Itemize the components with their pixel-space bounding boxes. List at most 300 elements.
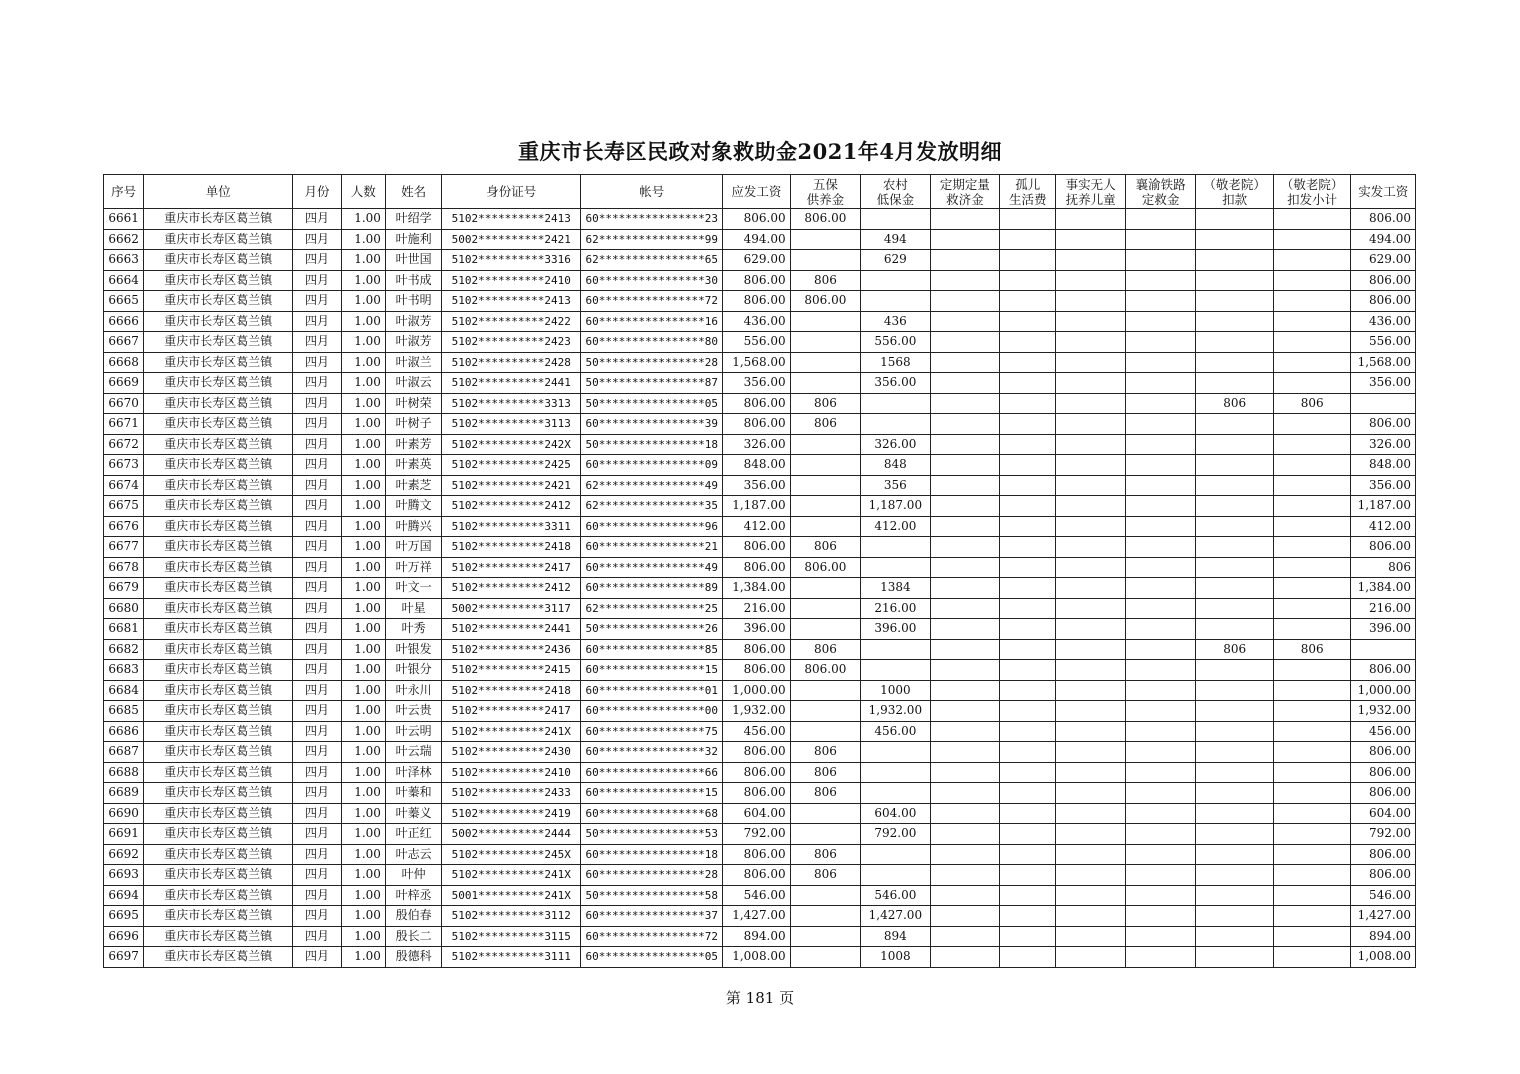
col-wubao-cell: 806: [790, 639, 860, 660]
col-actual-pay-cell: 1,000.00: [1351, 680, 1416, 701]
col-orphan-header: 孤儿 生活费: [1000, 175, 1056, 209]
col-name-cell: 叶星: [385, 598, 441, 619]
col-wubao-cell: [790, 885, 860, 906]
table-row: [104, 947, 1416, 968]
col-uncared-child-cell: [1056, 270, 1125, 291]
col-month-cell: 四月: [293, 639, 341, 660]
col-nursing-deduction-cell: [1196, 783, 1274, 804]
col-account-cell: 60****************23: [581, 209, 723, 230]
col-uncared-child-cell: [1056, 557, 1125, 578]
table-row: [104, 393, 1416, 414]
col-unit-cell: 重庆市长寿区葛兰镇: [144, 762, 293, 783]
col-account-cell: 50****************58: [581, 885, 723, 906]
col-account-cell: 60****************39: [581, 414, 723, 435]
col-actual-pay-cell: 1,008.00: [1351, 947, 1416, 968]
table-header-row: [104, 175, 1416, 209]
col-nursing-deduction-cell: [1196, 352, 1274, 373]
col-account-cell: 60****************66: [581, 762, 723, 783]
col-nursing-subtotal-cell: [1273, 229, 1351, 250]
col-account-cell: 60****************37: [581, 906, 723, 927]
col-orphan-cell: [1000, 947, 1056, 968]
col-name-cell: 叶志云: [385, 844, 441, 865]
col-month-cell: 四月: [293, 926, 341, 947]
col-count-cell: 1.00: [341, 926, 385, 947]
col-id-number-cell: 5102**********2425: [442, 455, 581, 476]
col-name-cell: 叶书成: [385, 270, 441, 291]
col-payable-cell: 806.00: [723, 557, 790, 578]
col-wubao-cell: [790, 516, 860, 537]
col-account-cell: 60****************16: [581, 311, 723, 332]
col-name-cell: 叶施利: [385, 229, 441, 250]
col-index-cell: 6666: [104, 311, 144, 332]
col-railway-cell: [1125, 783, 1195, 804]
col-nursing-deduction-cell: [1196, 598, 1274, 619]
col-actual-pay-cell: 456.00: [1351, 721, 1416, 742]
col-actual-pay-cell: 806: [1351, 557, 1416, 578]
col-dibao-cell: 436: [861, 311, 930, 332]
col-index-cell: 6679: [104, 578, 144, 599]
col-relief-cell: [930, 496, 999, 517]
table-row: [104, 332, 1416, 353]
col-month-cell: 四月: [293, 373, 341, 394]
col-id-number-cell: 5102**********245X: [442, 844, 581, 865]
payment-table: [103, 174, 1416, 968]
col-actual-pay-cell: 356.00: [1351, 475, 1416, 496]
col-unit-cell: 重庆市长寿区葛兰镇: [144, 557, 293, 578]
col-month-cell: 四月: [293, 414, 341, 435]
col-unit-cell: 重庆市长寿区葛兰镇: [144, 803, 293, 824]
col-unit-cell: 重庆市长寿区葛兰镇: [144, 947, 293, 968]
col-name-cell: 叶万祥: [385, 557, 441, 578]
page-number: 第 181 页: [725, 989, 795, 1007]
col-uncared-child-cell: [1056, 516, 1125, 537]
col-name-cell: 叶书明: [385, 291, 441, 312]
col-nursing-deduction-cell: [1196, 291, 1274, 312]
col-nursing-deduction-cell: [1196, 434, 1274, 455]
col-nursing-subtotal-cell: [1273, 311, 1351, 332]
col-nursing-deduction-cell: [1196, 332, 1274, 353]
col-actual-pay-cell: 1,932.00: [1351, 701, 1416, 722]
col-actual-pay-cell: 1,384.00: [1351, 578, 1416, 599]
table-row: [104, 311, 1416, 332]
col-unit-cell: 重庆市长寿区葛兰镇: [144, 844, 293, 865]
col-index-cell: 6676: [104, 516, 144, 537]
col-index-cell: 6694: [104, 885, 144, 906]
col-nursing-deduction-cell: [1196, 270, 1274, 291]
col-uncared-child-cell: [1056, 352, 1125, 373]
col-month-cell: 四月: [293, 311, 341, 332]
col-name-cell: 叶世国: [385, 250, 441, 271]
col-orphan-cell: [1000, 578, 1056, 599]
col-nursing-subtotal-cell: [1273, 824, 1351, 845]
table-row: [104, 475, 1416, 496]
col-orphan-cell: [1000, 926, 1056, 947]
col-month-cell: 四月: [293, 332, 341, 353]
col-dibao-cell: 326.00: [861, 434, 930, 455]
col-index-cell: 6674: [104, 475, 144, 496]
col-count-cell: 1.00: [341, 578, 385, 599]
col-payable-cell: 629.00: [723, 250, 790, 271]
col-month-cell: 四月: [293, 352, 341, 373]
col-uncared-child-cell: [1056, 414, 1125, 435]
col-index-cell: 6685: [104, 701, 144, 722]
col-index-cell: 6671: [104, 414, 144, 435]
col-orphan-cell: [1000, 393, 1056, 414]
col-id-number-cell: 5102**********2412: [442, 496, 581, 517]
table-row: [104, 537, 1416, 558]
col-id-number-cell: 5102**********3113: [442, 414, 581, 435]
col-count-cell: 1.00: [341, 639, 385, 660]
col-index-cell: 6665: [104, 291, 144, 312]
col-relief-cell: [930, 250, 999, 271]
col-nursing-subtotal-cell: 806: [1273, 393, 1351, 414]
col-month-cell: 四月: [293, 865, 341, 886]
col-payable-cell: 216.00: [723, 598, 790, 619]
col-dibao-cell: [861, 844, 930, 865]
col-count-header: 人数: [341, 175, 385, 209]
col-railway-header: 襄渝铁路 定救金: [1125, 175, 1195, 209]
table-row: [104, 455, 1416, 476]
col-id-number-cell: 5102**********2419: [442, 803, 581, 824]
col-uncared-child-cell: [1056, 209, 1125, 230]
col-name-cell: 叶云贵: [385, 701, 441, 722]
col-dibao-cell: 356: [861, 475, 930, 496]
col-index-cell: 6691: [104, 824, 144, 845]
col-relief-cell: [930, 762, 999, 783]
table-row: [104, 598, 1416, 619]
col-orphan-cell: [1000, 373, 1056, 394]
col-month-header: 月份: [293, 175, 341, 209]
col-wubao-cell: [790, 229, 860, 250]
col-nursing-subtotal-cell: [1273, 598, 1351, 619]
col-railway-cell: [1125, 537, 1195, 558]
col-index-cell: 6664: [104, 270, 144, 291]
table-row: [104, 762, 1416, 783]
col-id-number-cell: 5002**********3117: [442, 598, 581, 619]
col-month-cell: 四月: [293, 229, 341, 250]
col-relief-cell: [930, 906, 999, 927]
col-nursing-deduction-cell: [1196, 496, 1274, 517]
col-nursing-subtotal-cell: [1273, 742, 1351, 763]
table-row: [104, 496, 1416, 517]
col-wubao-cell: 806: [790, 537, 860, 558]
col-payable-cell: 1,427.00: [723, 906, 790, 927]
col-wubao-cell: 806.00: [790, 557, 860, 578]
col-count-cell: 1.00: [341, 865, 385, 886]
col-orphan-cell: [1000, 742, 1056, 763]
col-dibao-cell: [861, 393, 930, 414]
table-row: [104, 660, 1416, 681]
col-wubao-cell: [790, 701, 860, 722]
col-actual-pay-cell: 1,187.00: [1351, 496, 1416, 517]
col-name-cell: 殷伯春: [385, 906, 441, 927]
col-wubao-cell: [790, 619, 860, 640]
col-name-cell: 叶素芳: [385, 434, 441, 455]
col-actual-pay-cell: 792.00: [1351, 824, 1416, 845]
col-name-cell: 叶树荣: [385, 393, 441, 414]
col-nursing-subtotal-cell: [1273, 291, 1351, 312]
col-index-cell: 6677: [104, 537, 144, 558]
col-count-cell: 1.00: [341, 291, 385, 312]
col-dibao-cell: [861, 762, 930, 783]
col-nursing-subtotal-cell: [1273, 270, 1351, 291]
col-month-cell: 四月: [293, 947, 341, 968]
col-month-cell: 四月: [293, 496, 341, 517]
col-unit-cell: 重庆市长寿区葛兰镇: [144, 352, 293, 373]
col-uncared-child-cell: [1056, 578, 1125, 599]
col-id-number-cell: 5102**********2436: [442, 639, 581, 660]
col-name-header: 姓名: [385, 175, 441, 209]
col-wubao-cell: [790, 598, 860, 619]
col-railway-cell: [1125, 742, 1195, 763]
col-orphan-cell: [1000, 844, 1056, 865]
col-account-cell: 62****************35: [581, 496, 723, 517]
col-uncared-child-cell: [1056, 865, 1125, 886]
col-orphan-cell: [1000, 639, 1056, 660]
col-actual-pay-cell: 1,427.00: [1351, 906, 1416, 927]
col-index-cell: 6681: [104, 619, 144, 640]
col-unit-cell: 重庆市长寿区葛兰镇: [144, 291, 293, 312]
col-name-cell: 叶梓丞: [385, 885, 441, 906]
col-nursing-subtotal-cell: [1273, 783, 1351, 804]
col-railway-cell: [1125, 844, 1195, 865]
col-index-cell: 6695: [104, 906, 144, 927]
col-payable-cell: 396.00: [723, 619, 790, 640]
col-payable-cell: 326.00: [723, 434, 790, 455]
col-uncared-child-cell: [1056, 311, 1125, 332]
table-row: [104, 824, 1416, 845]
col-account-cell: 60****************15: [581, 660, 723, 681]
col-relief-cell: [930, 885, 999, 906]
col-unit-cell: 重庆市长寿区葛兰镇: [144, 393, 293, 414]
col-nursing-subtotal-cell: [1273, 537, 1351, 558]
col-id-number-cell: 5102**********3111: [442, 947, 581, 968]
col-nursing-subtotal-cell: [1273, 906, 1351, 927]
col-relief-cell: [930, 619, 999, 640]
col-actual-pay-cell: 326.00: [1351, 434, 1416, 455]
col-dibao-cell: 356.00: [861, 373, 930, 394]
col-dibao-cell: [861, 414, 930, 435]
col-dibao-cell: [861, 209, 930, 230]
col-unit-cell: 重庆市长寿区葛兰镇: [144, 885, 293, 906]
col-dibao-cell: [861, 865, 930, 886]
col-nursing-deduction-cell: [1196, 701, 1274, 722]
col-railway-cell: [1125, 598, 1195, 619]
col-dibao-cell: 1008: [861, 947, 930, 968]
table-row: [104, 270, 1416, 291]
col-account-cell: 50****************87: [581, 373, 723, 394]
col-nursing-subtotal-cell: [1273, 516, 1351, 537]
col-orphan-cell: [1000, 455, 1056, 476]
col-orphan-cell: [1000, 250, 1056, 271]
col-relief-cell: [930, 393, 999, 414]
col-account-cell: 60****************28: [581, 865, 723, 886]
col-month-cell: 四月: [293, 475, 341, 496]
col-relief-cell: [930, 721, 999, 742]
col-relief-cell: [930, 742, 999, 763]
col-count-cell: 1.00: [341, 680, 385, 701]
col-id-number-cell: 5102**********2428: [442, 352, 581, 373]
col-id-number-cell: 5102**********2441: [442, 619, 581, 640]
col-wubao-cell: 806.00: [790, 660, 860, 681]
col-uncared-child-cell: [1056, 455, 1125, 476]
col-railway-cell: [1125, 434, 1195, 455]
col-month-cell: 四月: [293, 537, 341, 558]
col-unit-cell: 重庆市长寿区葛兰镇: [144, 332, 293, 353]
col-orphan-cell: [1000, 680, 1056, 701]
col-nursing-deduction-cell: [1196, 455, 1274, 476]
col-uncared-child-cell: [1056, 762, 1125, 783]
col-count-cell: 1.00: [341, 762, 385, 783]
col-account-cell: 60****************30: [581, 270, 723, 291]
col-nursing-subtotal-cell: [1273, 373, 1351, 394]
col-railway-cell: [1125, 270, 1195, 291]
col-nursing-deduction-cell: [1196, 742, 1274, 763]
col-relief-cell: [930, 557, 999, 578]
col-relief-cell: [930, 414, 999, 435]
col-uncared-child-cell: [1056, 783, 1125, 804]
table-row: [104, 373, 1416, 394]
col-month-cell: 四月: [293, 762, 341, 783]
col-unit-cell: 重庆市长寿区葛兰镇: [144, 619, 293, 640]
col-count-cell: 1.00: [341, 393, 385, 414]
col-nursing-subtotal-cell: [1273, 926, 1351, 947]
col-id-number-cell: 5102**********2410: [442, 270, 581, 291]
col-unit-cell: 重庆市长寿区葛兰镇: [144, 926, 293, 947]
col-actual-pay-cell: 412.00: [1351, 516, 1416, 537]
col-month-cell: 四月: [293, 209, 341, 230]
col-unit-cell: 重庆市长寿区葛兰镇: [144, 701, 293, 722]
col-dibao-cell: 546.00: [861, 885, 930, 906]
col-dibao-cell: [861, 742, 930, 763]
col-count-cell: 1.00: [341, 414, 385, 435]
col-account-cell: 60****************85: [581, 639, 723, 660]
col-id-number-cell: 5102**********2413: [442, 291, 581, 312]
col-railway-cell: [1125, 865, 1195, 886]
col-month-cell: 四月: [293, 578, 341, 599]
col-orphan-cell: [1000, 270, 1056, 291]
col-actual-pay-cell: 604.00: [1351, 803, 1416, 824]
col-uncared-child-cell: [1056, 926, 1125, 947]
col-count-cell: 1.00: [341, 332, 385, 353]
table-row: [104, 434, 1416, 455]
col-name-cell: 殷长二: [385, 926, 441, 947]
col-index-cell: 6684: [104, 680, 144, 701]
col-wubao-cell: [790, 906, 860, 927]
col-unit-cell: 重庆市长寿区葛兰镇: [144, 578, 293, 599]
col-account-cell: 50****************26: [581, 619, 723, 640]
col-count-cell: 1.00: [341, 783, 385, 804]
col-nursing-deduction-cell: [1196, 803, 1274, 824]
col-dibao-cell: [861, 557, 930, 578]
col-index-cell: 6673: [104, 455, 144, 476]
col-actual-pay-cell: 629.00: [1351, 250, 1416, 271]
col-orphan-cell: [1000, 803, 1056, 824]
col-payable-cell: 356.00: [723, 475, 790, 496]
col-index-cell: 6689: [104, 783, 144, 804]
col-orphan-cell: [1000, 598, 1056, 619]
col-nursing-subtotal-cell: [1273, 619, 1351, 640]
col-relief-cell: [930, 209, 999, 230]
col-orphan-cell: [1000, 619, 1056, 640]
col-nursing-deduction-cell: [1196, 250, 1274, 271]
col-index-cell: 6678: [104, 557, 144, 578]
col-relief-cell: [930, 537, 999, 558]
table-row: [104, 783, 1416, 804]
col-orphan-cell: [1000, 885, 1056, 906]
col-relief-cell: [930, 947, 999, 968]
col-dibao-header: 农村 低保金: [861, 175, 930, 209]
col-month-cell: 四月: [293, 557, 341, 578]
col-actual-pay-cell: 806.00: [1351, 783, 1416, 804]
col-uncared-child-cell: [1056, 393, 1125, 414]
col-railway-cell: [1125, 680, 1195, 701]
col-nursing-subtotal-cell: [1273, 496, 1351, 517]
col-dibao-cell: 1568: [861, 352, 930, 373]
col-payable-cell: 806.00: [723, 783, 790, 804]
col-actual-pay-cell: 806.00: [1351, 865, 1416, 886]
col-relief-cell: [930, 926, 999, 947]
col-account-cell: 62****************65: [581, 250, 723, 271]
col-orphan-cell: [1000, 865, 1056, 886]
col-index-cell: 6693: [104, 865, 144, 886]
col-account-cell: 60****************00: [581, 701, 723, 722]
col-dibao-cell: 848: [861, 455, 930, 476]
col-relief-cell: [930, 598, 999, 619]
col-count-cell: 1.00: [341, 803, 385, 824]
col-name-cell: 叶淑兰: [385, 352, 441, 373]
col-nursing-deduction-cell: [1196, 516, 1274, 537]
col-account-cell: 50****************28: [581, 352, 723, 373]
col-railway-cell: [1125, 824, 1195, 845]
col-count-cell: 1.00: [341, 455, 385, 476]
col-count-cell: 1.00: [341, 619, 385, 640]
col-count-cell: 1.00: [341, 209, 385, 230]
col-dibao-cell: [861, 660, 930, 681]
col-railway-cell: [1125, 578, 1195, 599]
col-relief-cell: [930, 455, 999, 476]
col-wubao-cell: [790, 926, 860, 947]
col-relief-cell: [930, 660, 999, 681]
col-railway-cell: [1125, 455, 1195, 476]
col-id-number-cell: 5002**********2421: [442, 229, 581, 250]
col-count-cell: 1.00: [341, 475, 385, 496]
col-orphan-cell: [1000, 783, 1056, 804]
col-account-cell: 60****************96: [581, 516, 723, 537]
col-orphan-cell: [1000, 291, 1056, 312]
col-count-cell: 1.00: [341, 250, 385, 271]
col-name-cell: 叶云瑞: [385, 742, 441, 763]
col-uncared-child-cell: [1056, 947, 1125, 968]
col-nursing-subtotal-cell: [1273, 250, 1351, 271]
col-index-cell: 6663: [104, 250, 144, 271]
col-index-cell: 6680: [104, 598, 144, 619]
col-actual-pay-cell: 806.00: [1351, 660, 1416, 681]
col-railway-cell: [1125, 311, 1195, 332]
col-nursing-deduction-cell: [1196, 414, 1274, 435]
col-account-cell: 60****************49: [581, 557, 723, 578]
col-payable-cell: 1,000.00: [723, 680, 790, 701]
col-payable-cell: 806.00: [723, 865, 790, 886]
col-nursing-subtotal-header: （敬老院） 扣发小计: [1273, 175, 1351, 209]
col-id-number-cell: 5102**********2433: [442, 783, 581, 804]
col-actual-pay-cell: 1,568.00: [1351, 352, 1416, 373]
col-id-number-cell: 5102**********3316: [442, 250, 581, 271]
col-name-cell: 叶正红: [385, 824, 441, 845]
col-unit-cell: 重庆市长寿区葛兰镇: [144, 496, 293, 517]
col-orphan-cell: [1000, 434, 1056, 455]
col-account-cell: 60****************68: [581, 803, 723, 824]
